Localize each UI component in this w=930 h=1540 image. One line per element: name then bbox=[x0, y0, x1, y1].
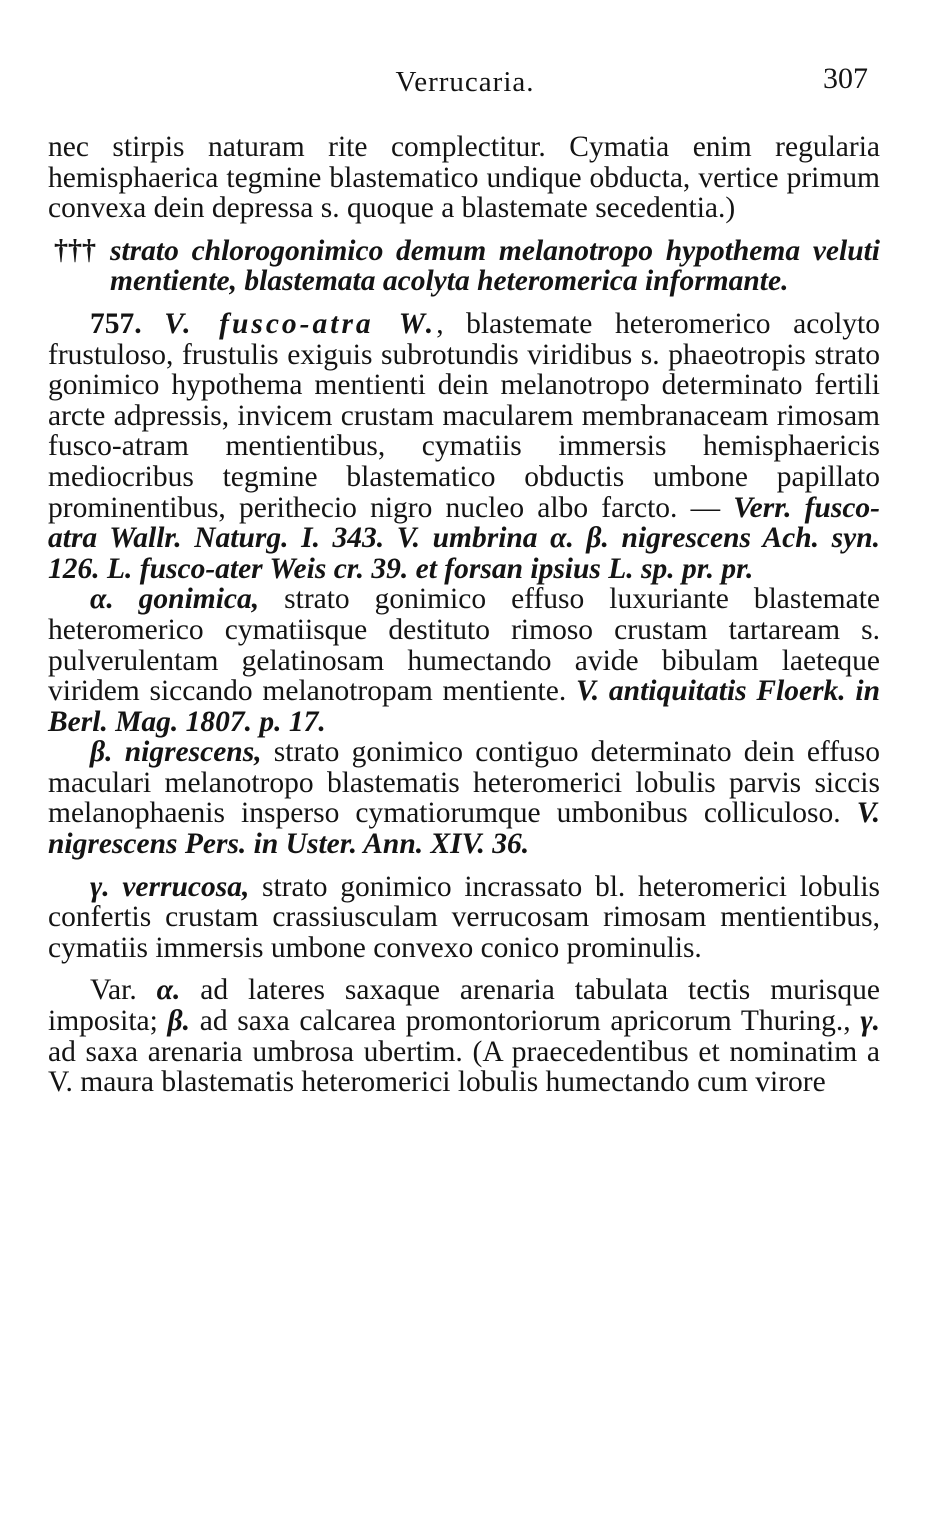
variety-alpha bbox=[48, 584, 880, 737]
variety-beta-description: strato gonimico contiguo determinato dein effuso maculari melanotropo blastematis heteromerici lobulis parvis siccis melanophaenis insperso cymatiorumque umbonibus colliculoso. bbox=[48, 736, 881, 830]
page-number: 307 bbox=[823, 62, 868, 95]
variety-gamma-description: strato gonimico incrassato bl. heteromerici lobulis confertis crustam crassiusculam verrucosam rimosam mentientibus, cymatiis immersis umbone convexo conico prominulis. bbox=[48, 870, 880, 964]
triple-dagger-mark: ††† bbox=[54, 234, 96, 266]
variety-beta-label: β. nigrescens, bbox=[90, 736, 262, 769]
species-description: , blastemate heteromerico acolyto frustuloso, frustulis exiguis subrotundis viridibus s. phaeotropis strato gonimico hypothema mentienti dein melanotropo determinato fertili arcte adpressis, invicem crustam macularem membranaceam rimosam fusco-atram mentientibus, cymatiis immersis hemisphaericis mediocribus tegmine blastematico obductis umbone papillato prominentibus, perithecio nigro nucleo albo farcto. — bbox=[48, 307, 881, 524]
variety-gamma bbox=[48, 872, 880, 964]
habitat-gamma-label: γ. bbox=[860, 1005, 880, 1038]
species-name: V. fusco-atra W. bbox=[164, 307, 437, 340]
page-header bbox=[50, 62, 880, 102]
species-number: 757. bbox=[90, 307, 142, 340]
running-title: Verrucaria. bbox=[395, 66, 535, 98]
variety-alpha-label: α. gonimica, bbox=[90, 583, 260, 616]
variety-alpha-description: strato gonimico effuso luxuriante blastemate heteromerico cymatiisque destituto rimoso crustam tartaream s. pulverulentam gelatinosam humectando avide bibulam laeteque viridem siccando melanotropam mentiente. bbox=[48, 583, 880, 708]
variety-beta-reference: V. nigrescens Pers. in Uster. Ann. XIV. 36. bbox=[48, 797, 880, 861]
habitat-alpha-text: ad lateres saxaque arenaria tabulata tectis murisque imposita; bbox=[48, 974, 880, 1038]
varieties-habitat bbox=[48, 975, 880, 1097]
habitat-beta-label: β. bbox=[167, 1005, 191, 1038]
varieties-lead: Var. bbox=[90, 974, 157, 1007]
species-entry-757 bbox=[48, 309, 880, 584]
variety-gamma-label: γ. verrucosa, bbox=[90, 870, 250, 903]
page-body bbox=[48, 132, 880, 1098]
paragraph-continuation: nec stirpis naturam rite complectitur. Cymatia enim regularia hemisphaerica tegmine blastematico undique obducta, vertice primum convexa dein depressa s. quoque a blastemate secedentia.) bbox=[48, 131, 880, 225]
section-heading-entry bbox=[48, 236, 880, 297]
section-heading-text: strato chlorogonimico demum melanotropo hypothema veluti mentiente, blastemata acolyta heteromerica informante. bbox=[110, 234, 880, 298]
habitat-alpha-label: α. bbox=[156, 974, 181, 1007]
variety-alpha-reference: V. antiquitatis Floerk. in Berl. Mag. 1807. p. 17. bbox=[48, 675, 880, 738]
variety-beta bbox=[48, 737, 880, 859]
habitat-beta-text: ad saxa calcarea promontoriorum apricorum Thuring., bbox=[190, 1005, 861, 1038]
species-references: Verr. fusco-atra Wallr. Naturg. I. 343. V. umbrina α. β. nigrescens Ach. syn. 126. L. fusco-ater Weis cr. 39. et forsan ipsius L. sp. pr. pr. bbox=[48, 491, 880, 585]
habitat-gamma-text: ad saxa arenaria umbrosa ubertim. (A praecedentibus et nominatim a V. maura blastematis heteromerici lobulis humectando cum virore bbox=[48, 1035, 880, 1099]
